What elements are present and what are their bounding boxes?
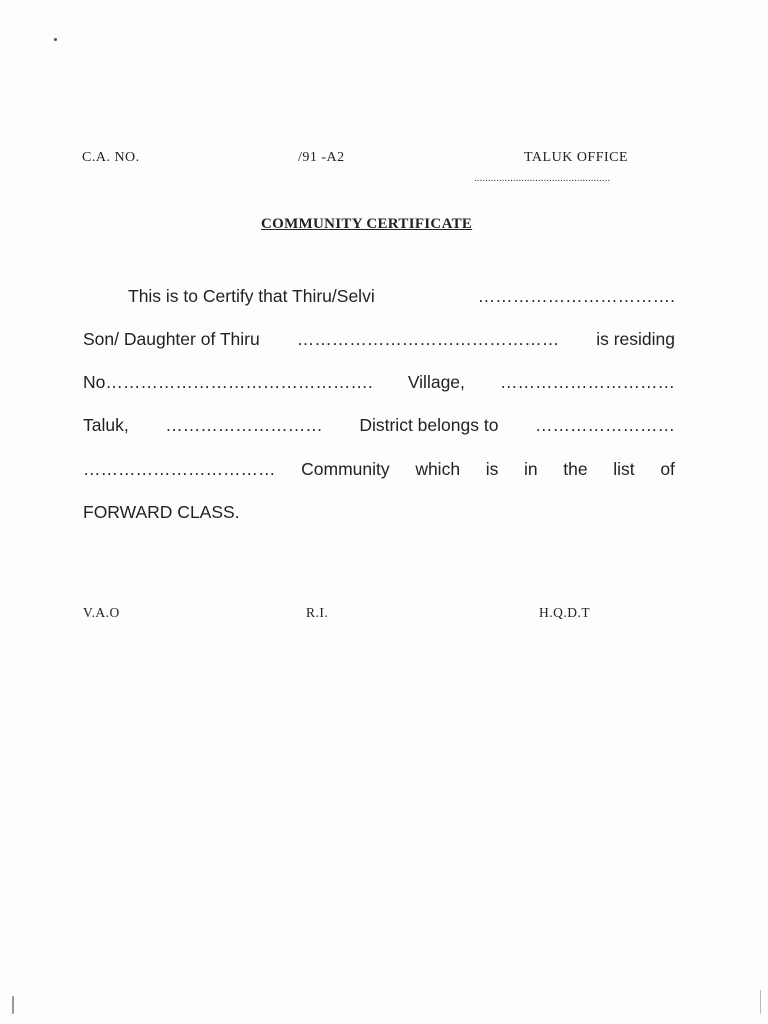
parent-blank: ……………………………………… [296,329,560,349]
certify-text: This is to Certify that Thiru/Selvi [128,286,375,306]
body-word: of [660,459,675,479]
reference-number: /91 -A2 [298,150,345,165]
scan-speck [12,996,14,1014]
signatory-vao: V.A.O [83,605,120,620]
district-label: District belongs to [359,415,499,435]
signatory-hqdt: H.Q.D.T [539,605,591,620]
taluk-office-blank: ................................................. [474,173,611,184]
name-blank: ……………………………. [477,286,675,306]
body-word: list [613,459,635,479]
residing-text: is residing [596,329,675,349]
taluk-label: Taluk, [83,415,129,435]
taluk-office-label: TALUK OFFICE [524,150,629,165]
door-number-blank: No………………………………………. [83,372,373,392]
body-word: is [485,459,499,479]
scan-speck [760,990,761,1014]
signatory-ri: R.I. [306,605,329,620]
ca-number-label: C.A. NO. [82,150,140,165]
class-text: FORWARD CLASS. [83,502,240,522]
certificate-title: COMMUNITY CERTIFICATE [261,216,473,232]
body-line-3 [83,372,675,393]
village-label: Village, [407,372,465,392]
scan-speck [54,38,57,41]
body-word: which [415,459,461,479]
community-blank: …………………………… [83,459,276,479]
body-line-2 [83,329,675,350]
body-word: Community [301,459,390,479]
body-line-1 [128,286,675,307]
district-blank: …………………… [535,415,675,435]
body-line-5 [83,459,675,480]
village-blank: ………………………… [499,372,675,392]
body-word: the [563,459,588,479]
body-line-4 [83,415,675,436]
body-word: in [524,459,538,479]
taluk-blank: ……………………… [165,415,323,435]
parent-label: Son/ Daughter of Thiru [83,329,260,349]
